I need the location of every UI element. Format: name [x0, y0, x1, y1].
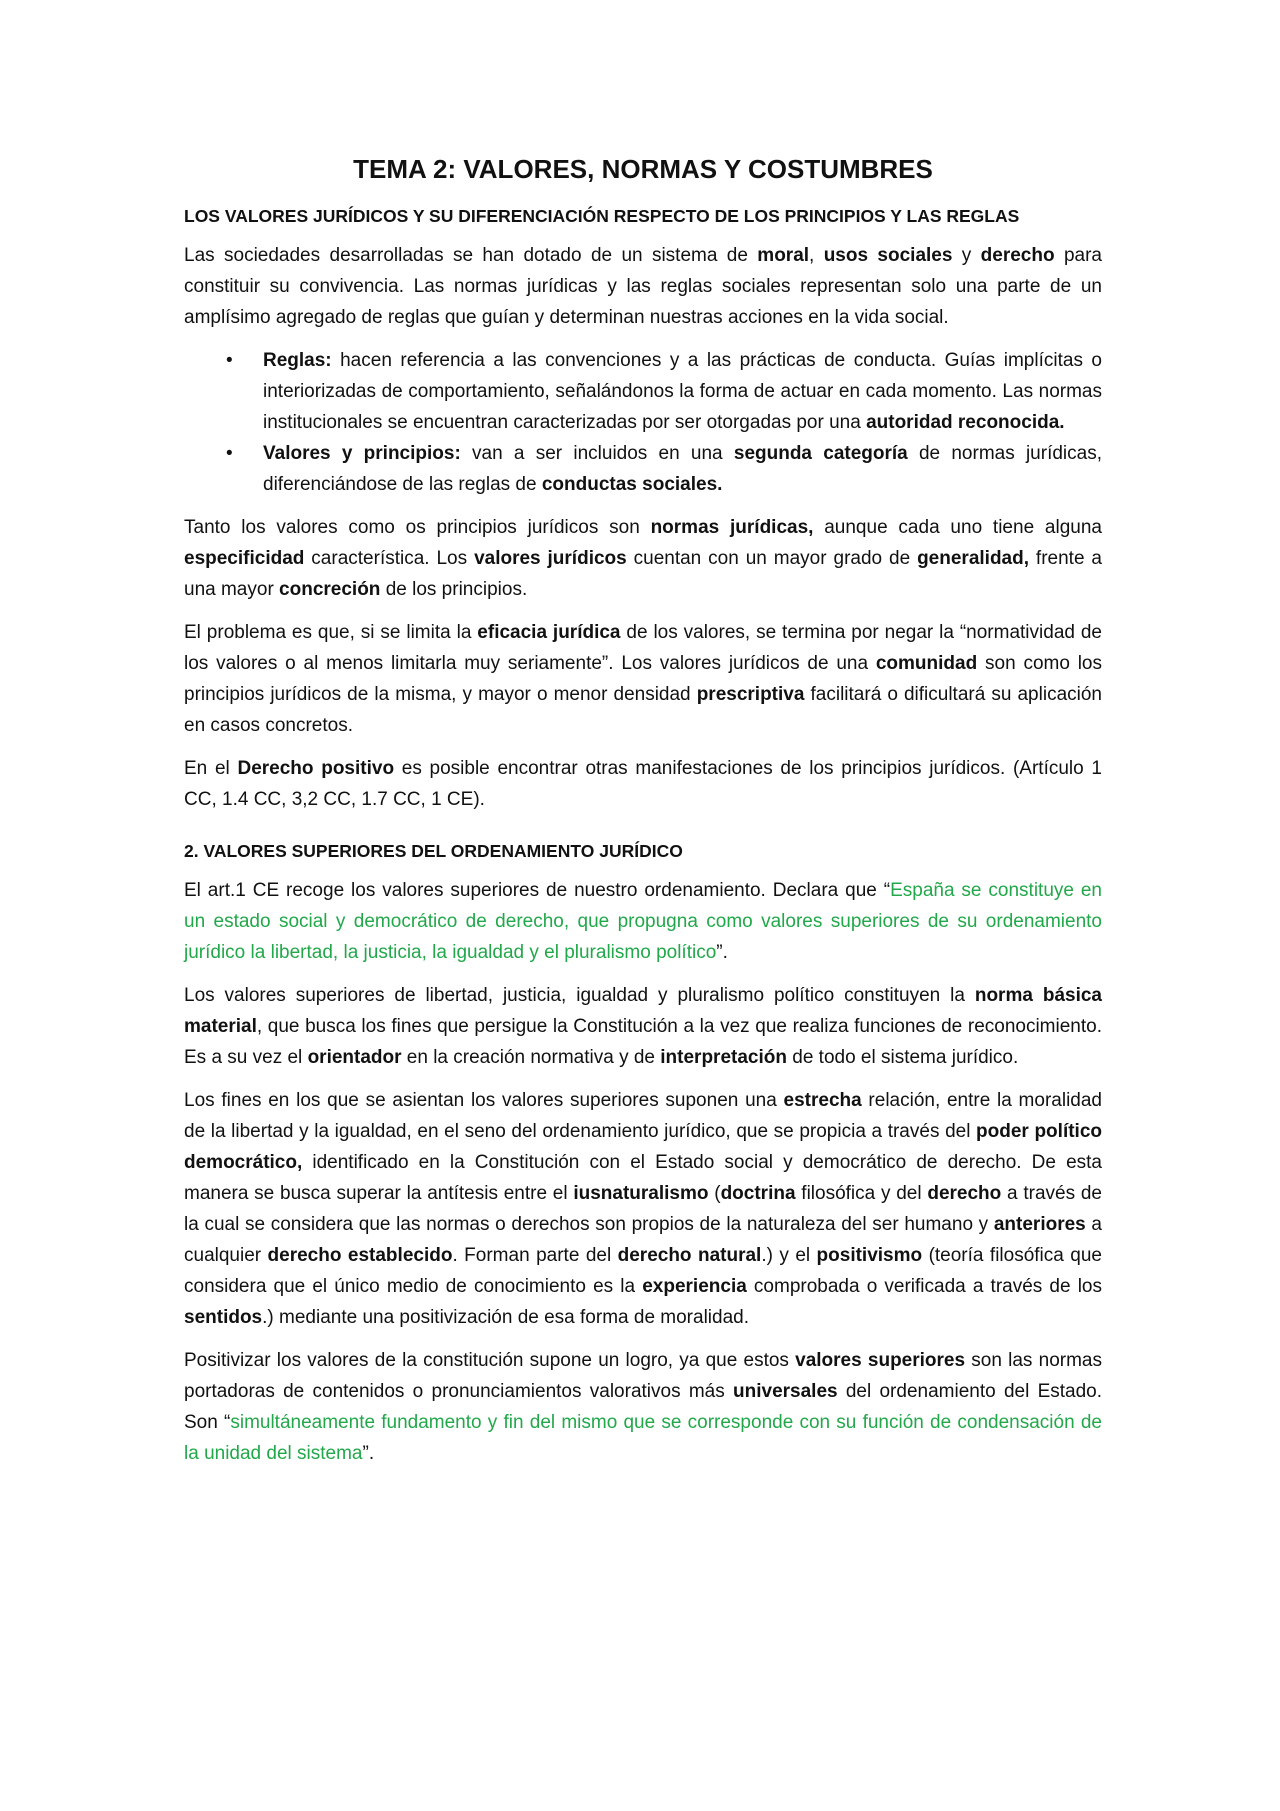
constitution-quote: España se constituye en un estado social y democrático de derecho, que propugna como valores superiores de su ordenamiento jurídico la libertad, la justicia, la igualdad y el pluralismo político [184, 880, 1103, 963]
section-2-heading: 2. VALORES SUPERIORES DEL ORDENAMIENTO JURÍDICO [184, 841, 683, 861]
section-1-paragraph-3: El problema es que, si se limita la eficacia jurídica de los valores, se termina por negar la “normatividad de los valores o al menos limitarla muy seriamente”. Los valores jurídicos de una comunidad son como los principios jurídicos de la misma, y mayor o menor densidad prescriptiva facilitará o dificultará su aplicación en casos concretos. [184, 622, 1102, 736]
section-1-heading: LOS VALORES JURÍDICOS Y SU DIFERENCIACIÓN RESPECTO DE LOS PRINCIPIOS Y LAS REGLAS [184, 206, 1020, 226]
section-2-paragraph-4: Positivizar los valores de la constitución supone un logro, ya que estos valores superiores son las normas portadoras de contenidos o pronunciamientos valorativos más universales del ordenamiento del Estado. Son “simultáneamente fundamento y fin del mismo que se corresponde con su función de condensación de la unidad del sistema”. [184, 1350, 1102, 1464]
bullet-icon: • [226, 350, 233, 371]
page-title: TEMA 2: VALORES, NORMAS Y COSTUMBRES [353, 154, 933, 184]
section-2-paragraph-2: Los valores superiores de libertad, justicia, igualdad y pluralismo político constituyen la norma básica material, que busca los fines que persigue la Constitución a la vez que realiza funciones de reconocimiento. Es a su vez el orientador en la creación normativa y de interpretación de todo el sistema jurídico. [184, 985, 1102, 1068]
section-1-paragraph-2: Tanto los valores como os principios jurídicos son normas jurídicas, aunque cada uno tiene alguna especificidad característica. Los valores jurídicos cuentan con un mayor grado de generalidad, frente a una mayor concreción de los principios. [184, 517, 1102, 600]
list-item-valores-y-principios: • Valores y principios: van a ser incluidos en una segunda categoría de normas jurídicas, diferenciándose de las reglas de conductas sociales. [184, 438, 1102, 500]
document-page [184, 150, 1102, 1481]
bullet-icon: • [226, 443, 233, 464]
section-2-paragraph-1: El art.1 CE recoge los valores superiores de nuestro ordenamiento. Declara que “España se constituye en un estado social y democrático de derecho, que propugna como valores superiores de su ordenamiento jurídico la libertad, la justicia, la igualdad y el pluralismo político”. [184, 880, 1103, 963]
section-1-paragraph-4: En el Derecho positivo es posible encontrar otras manifestaciones de los principios jurídicos. (Artículo 1 CC, 1.4 CC, 3,2 CC, 1.7 CC, 1 CE). [184, 758, 1102, 810]
section-2-paragraph-3: Los fines en los que se asientan los valores superiores suponen una estrecha relación, entre la moralidad de la libertad y la igualdad, en el seno del ordenamiento jurídico, que se propicia a través del poder político democrático, identificado en la Constitución con el Estado social y democrático de derecho. De esta manera se busca superar la antítesis entre el iusnaturalismo (doctrina filosófica y del derecho a través de la cual se considera que las normas o derechos son propios de la naturaleza del ser humano y anteriores a cualquier derecho establecido. Forman parte del derecho natural.) y el positivismo (teoría filosófica que considera que el único medio de conocimiento es la experiencia comprobada o verificada a través de los sentidos.) mediante una positivización de esa forma de moralidad. [184, 1090, 1102, 1328]
bullet-list [184, 345, 1102, 500]
list-item-reglas: • Reglas: hacen referencia a las convenciones y a las prácticas de conducta. Guías implícitas o interiorizadas de comportamiento, señalándonos la forma de actuar en cada momento. Las normas institucionales se encuentran caracterizadas por ser otorgadas por una autoridad reconocida. [184, 345, 1102, 438]
section-1-paragraph-1: Las sociedades desarrolladas se han dotado de un sistema de moral, usos sociales y derecho para constituir su convivencia. Las normas jurídicas y las reglas sociales representan solo una parte de un amplísimo agregado de reglas que guían y determinan nuestras acciones en la vida social. [184, 245, 1102, 328]
function-quote: simultáneamente fundamento y fin del mismo que se corresponde con su función de condensación de la unidad del sistema [184, 1412, 1102, 1464]
